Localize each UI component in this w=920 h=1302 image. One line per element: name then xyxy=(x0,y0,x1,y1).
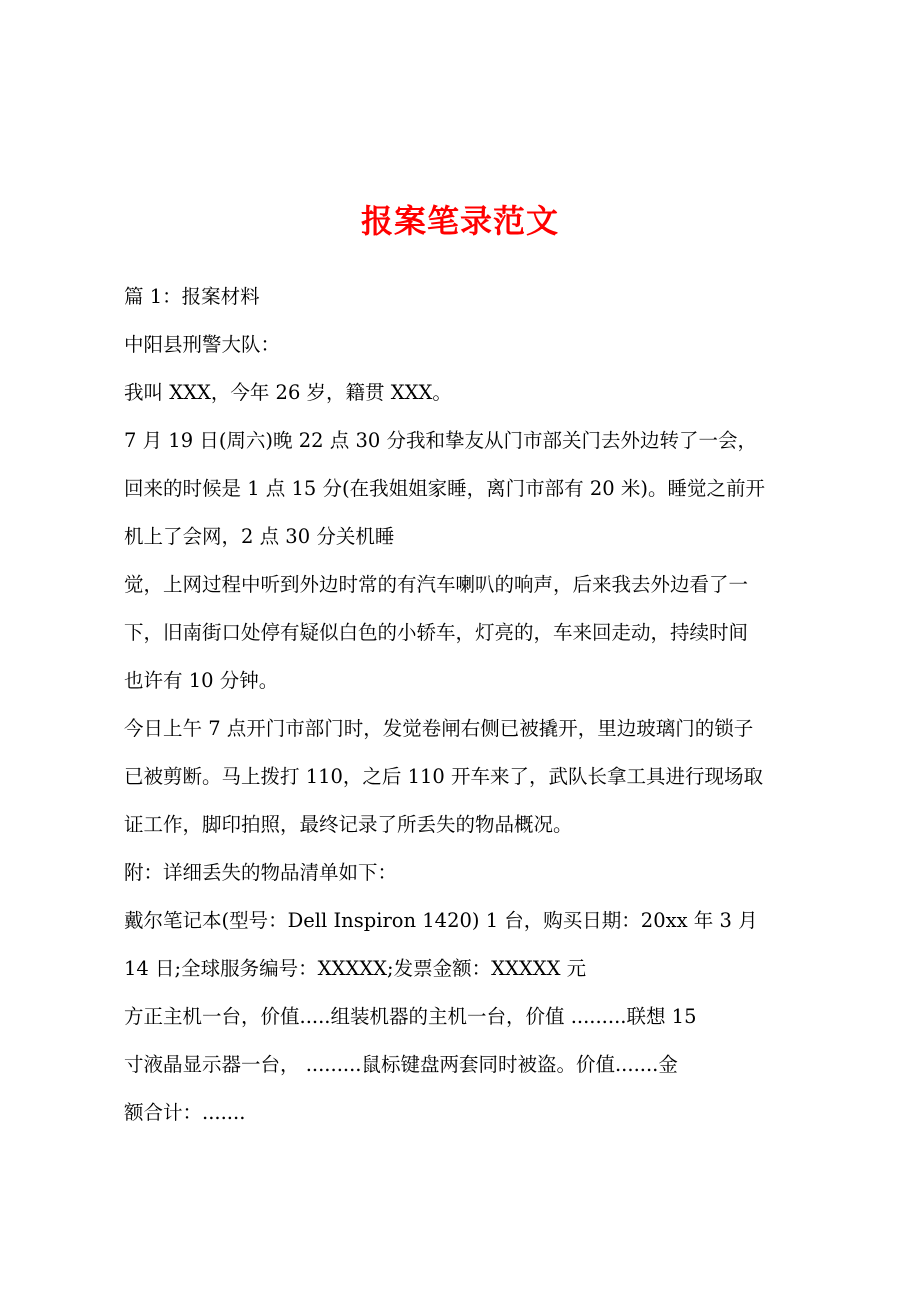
text-line: 方正主机一台，价值.....组装机器的主机一台，价值 .........联想 15 xyxy=(124,1005,697,1028)
text-line: 寸液晶显示器一台， .........鼠标键盘两套同时被盗。价值.......金 xyxy=(124,1053,678,1076)
text-line: 戴尔笔记本(型号：Dell Inspiron 1420) 1 台，购买日期：20xx 年 3 月 xyxy=(124,909,758,932)
text-line: 已被剪断。马上拨打 110，之后 110 开车来了，武队长拿工具进行现场取 xyxy=(124,765,764,788)
addressee: 中阳县刑警大队： xyxy=(124,333,281,356)
document-body xyxy=(124,282,814,1146)
text-line: 14 日;全球服务编号：XXXXX;发票金额：XXXXX 元 xyxy=(124,957,587,980)
section-heading: 篇 1：报案材料 xyxy=(124,285,260,308)
text-line: 今日上午 7 点开门市部门时，发觉卷闸右侧已被撬开，里边玻璃门的锁子 xyxy=(124,717,754,740)
text-line: 机上了会网，2 点 30 分关机睡 xyxy=(124,525,395,548)
text-line: 我叫 XXX，今年 26 岁，籍贯 XXX。 xyxy=(124,381,452,404)
document-title: 报案笔录范文 xyxy=(360,202,559,240)
text-line: 附：详细丢失的物品清单如下： xyxy=(124,861,398,884)
text-line: 证工作，脚印拍照，最终记录了所丢失的物品概况。 xyxy=(124,813,573,836)
text-line: 下，旧南街口处停有疑似白色的小轿车，灯亮的，车来回走动，持续时间 xyxy=(124,621,749,644)
text-line: 回来的时候是 1 点 15 分(在我姐姐家睡，离门市部有 20 米)。睡觉之前开 xyxy=(124,477,765,500)
text-line: 觉，上网过程中听到外边时常的有汽车喇叭的响声，后来我去外边看了一 xyxy=(124,573,749,596)
text-line: 也许有 10 分钟。 xyxy=(124,669,279,692)
text-line: 额合计：....... xyxy=(124,1101,246,1124)
text-line: 7 月 19 日(周六)晚 22 点 30 分我和挚友从门市部关门去外边转了一会， xyxy=(124,429,757,452)
